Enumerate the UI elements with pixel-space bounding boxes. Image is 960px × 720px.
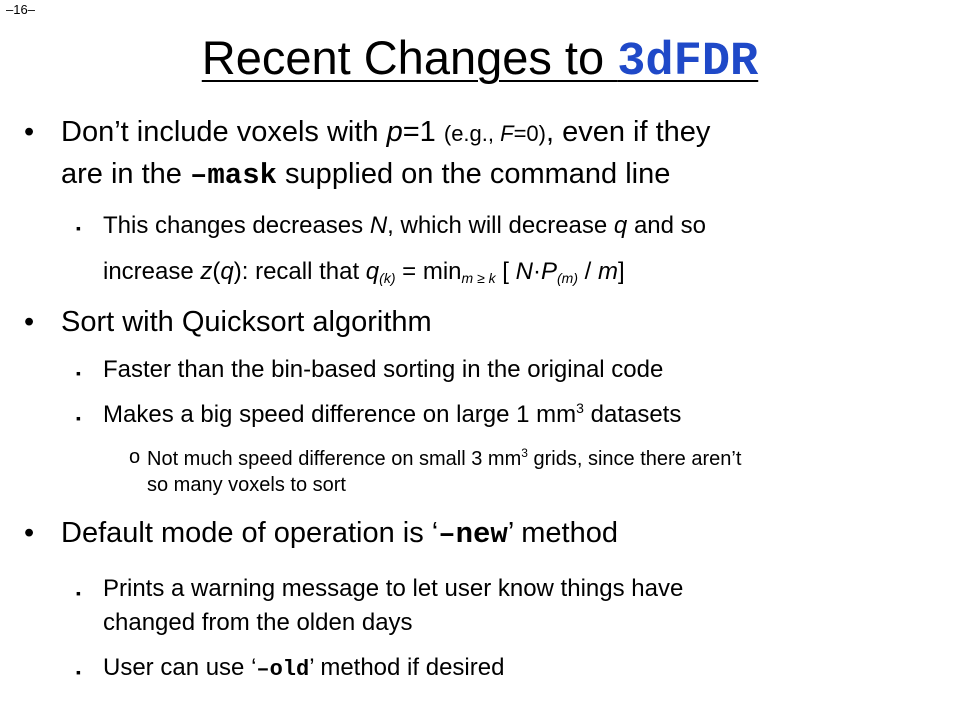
b2-sub3-line1 [147,446,741,471]
b3-text1: Default mode of operation is ‘ [61,517,439,549]
s1-text8: [ [495,258,516,285]
s1-text9: ] [618,258,625,285]
s1-z: z [200,258,213,285]
b1-sub1-line2 [103,258,625,286]
s1-text1: This changes decreases [103,212,370,239]
s1-sub-m-ge-k: m ≥ k [461,270,496,286]
b3-text2: ’ method [507,517,618,549]
b1-text4: are in the [61,158,190,190]
page-number: –16– [6,2,35,17]
b3-sub1-line1: Prints a warning message to let user know things have [103,575,684,602]
bullet2-text: Sort with Quicksort algorithm [61,306,432,338]
slide-title [0,30,960,89]
bullet-level1-icon: • [24,306,35,338]
bullet-level2-icon: ▪ [76,664,81,680]
b2-sub2 [103,400,681,429]
s1-text6: ): recall that [233,258,366,285]
b1-F: F [500,121,514,146]
b3-old-code: –old [256,657,310,682]
s1-N: N [369,212,388,239]
bullet-level2-icon: ▪ [76,220,81,236]
s1-slash: / [578,258,599,285]
b2-sub3-line2: so many voxels to sort [147,474,346,496]
bullet1-line2 [61,158,670,192]
b1-sub1-line1 [103,212,706,240]
b2-sub1: Faster than the bin-based sorting in the original code [103,356,664,383]
s1-N2: N [515,258,533,285]
s1-dot: · [533,258,541,285]
s1-text2: , which will decrease [387,212,614,239]
bullet3-line [61,517,618,551]
b2-sub3-text: Not much speed difference on small 3 mm [147,448,522,470]
bullet1-line1 [61,116,710,149]
s1-P: P [541,258,558,285]
b2-sub2-text: Makes a big speed difference on large 1 mm [103,401,577,428]
bullet-level2-icon: ▪ [76,365,81,381]
s1-q3: q [365,258,380,285]
b1-text3: , even if they [546,116,711,148]
bullet-level2-icon: ▪ [76,585,81,601]
b1-p: p [386,116,403,148]
b3-sub2-text1: User can use ‘ [103,654,257,681]
b2-sub2-tail: datasets [583,401,682,428]
b2-sub3-tail: grids, since there aren’t [527,448,742,470]
s1-text4: increase [103,258,201,285]
b1-text5: supplied on the command line [277,158,671,190]
s1-text7: = min [395,258,462,285]
s1-q2: q [220,258,234,285]
b1-mask-code: –mask [189,159,277,192]
bullet-level2-icon: ▪ [76,410,81,426]
s1-sub-m: (m) [557,270,579,286]
bullet-level3-icon: o [129,446,141,468]
b2-sub2-sup: 3 [576,400,584,416]
s1-q: q [613,212,628,239]
b1-paren1: (e.g., [443,121,501,146]
b3-new-code: –new [438,518,508,551]
s1-sub-k: (k) [379,270,396,286]
title-prefix: Recent Changes to [201,31,618,84]
b2-sub3-sup: 3 [521,446,528,460]
b1-paren2: =0) [513,121,546,146]
bullet-level1-icon: • [24,116,35,148]
s1-text5: ( [212,258,221,285]
b3-sub2-text2: ’ method if desired [309,654,505,681]
b3-sub2 [103,654,504,682]
s1-m: m [598,258,619,285]
bullet-level1-icon: • [24,517,35,549]
b1-text1: Don’t include voxels with [61,116,387,148]
b3-sub1-line2: changed from the olden days [103,609,413,636]
title-code: 3dFDR [617,36,759,89]
s1-text3: and so [627,212,707,239]
b1-text2: =1 [402,116,444,148]
